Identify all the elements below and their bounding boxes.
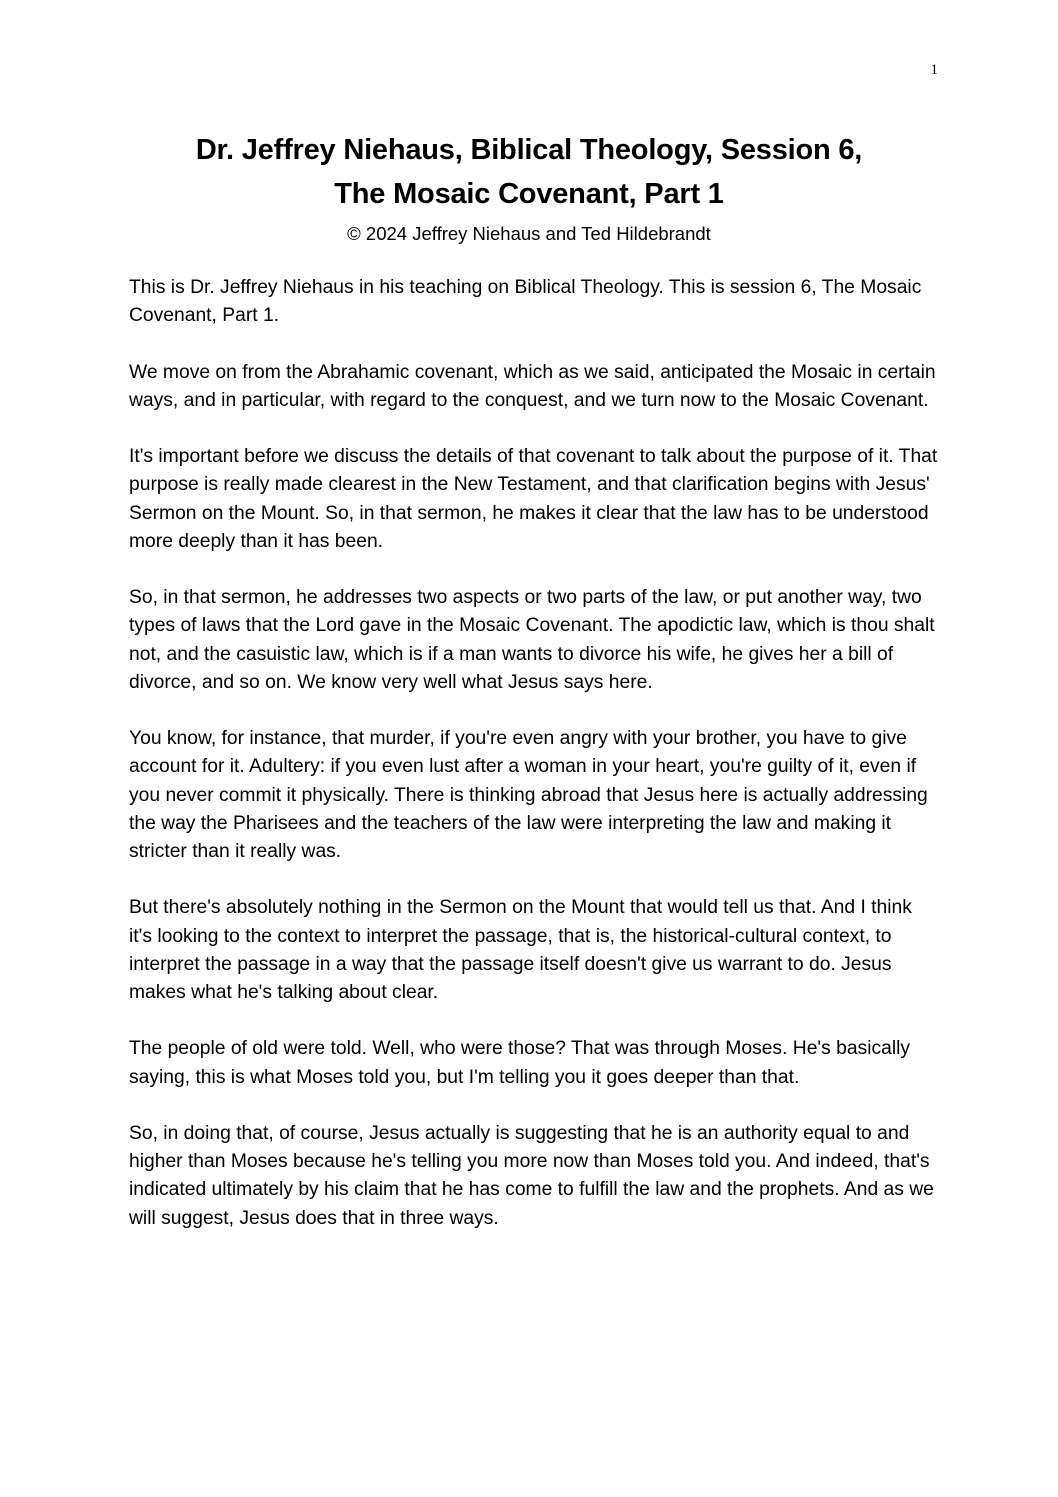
paragraph: The people of old were told. Well, who were those? That was through Moses. He's basically saying, this is what Moses told you, but I'm telling you it goes deeper than that. [129,1038,911,1088]
document-title-line-1: Dr. Jeffrey Niehaus, Biblical Theology, Session 6, [195,134,863,166]
document-title-line-2: The Mosaic Covenant, Part 1 [334,178,724,210]
paragraph: But there's absolutely nothing in the Sermon on the Mount that would tell us that. And I think it's looking to the context to interpret the passage, that is, the historical-cultural context, to interpret the passage in a way that the passage itself doesn't give us warrant to do. Jesus makes what he's talking about clear. [129,897,912,1003]
paragraph: You know, for instance, that murder, if you're even angry with your brother, you have to give account for it. Adultery: if you even lust after a woman in your heart, you're guilty of it, even if you never commit it physically. There is thinking abroad that Jesus here is actually addressing the way the Pharisees and the teachers of the law were interpreting the law and making it stricter than it really was. [129,728,928,862]
paragraph: We move on from the Abrahamic covenant, which as we said, anticipated the Mosaic in certain ways, and in particular, with regard to the conquest, and we turn now to the Mosaic Covenant. [129,361,936,411]
paragraph: So, in that sermon, he addresses two aspects or two parts of the law, or put another way, two types of laws that the Lord gave in the Mosaic Covenant. The apodictic law, which is thou shalt not, and the casuistic law, which is if a man wants to divorce his wife, he gives her a bill of divorce, and so on. We know very well what Jesus says here. [129,587,935,693]
document-title [100,128,958,216]
paragraph: So, in doing that, of course, Jesus actually is suggesting that he is an authority equal to and higher than Moses because he's telling you more now than Moses told you. And indeed, that's indicated ultimately by his claim that he has come to fulfill the law and the prophets. And as we will suggest, Jesus does that in three ways. [129,1122,934,1229]
document-body [129,274,939,1261]
page-number: 1 [930,62,938,78]
paragraph: This is Dr. Jeffrey Niehaus in his teaching on Biblical Theology. This is session 6, The Mosaic Covenant, Part 1. [129,277,922,327]
copyright-line: © 2024 Jeffrey Niehaus and Ted Hildebrandt [347,223,711,244]
paragraph: It's important before we discuss the details of that covenant to talk about the purpose of it. That purpose is really made clearest in the New Testament, and that clarification begins with Jesus' Sermon on the Mount. So, in that sermon, he makes it clear that the law has to be understood more deeply than it has been. [129,446,938,552]
